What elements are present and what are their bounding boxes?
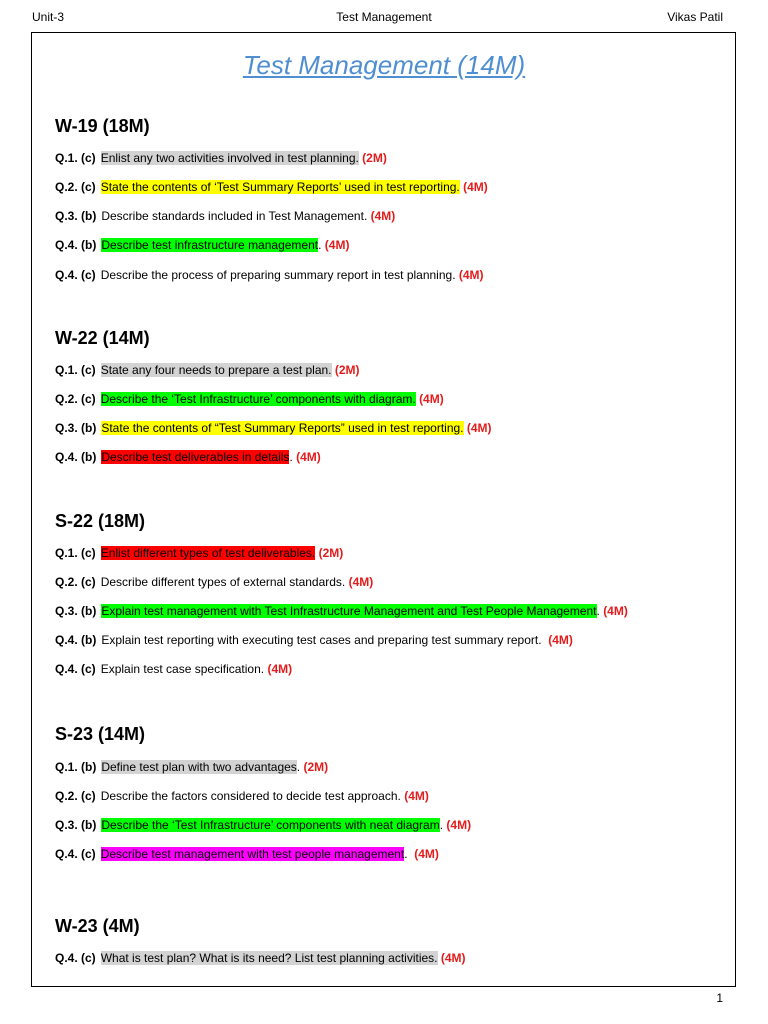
page-title: Test Management (14M) [242, 50, 526, 80]
question-number: Q.2. (c) [55, 789, 96, 803]
question-text: Describe test infrastructure management [101, 238, 319, 252]
question-marks: (2M) [362, 151, 387, 165]
question-text: Explain test case specification. [100, 662, 265, 676]
question-text: Describe the ‘Test Infrastructure’ components with neat diagram [101, 818, 440, 832]
question-row [55, 632, 573, 648]
question-row: Q.4. (c) Describe test management with test people management. (4M) [55, 847, 439, 861]
question-marks: (4M) [324, 238, 350, 252]
question-number: Q.3. (b) [55, 604, 97, 618]
question-number: Q.4. (c) [55, 268, 96, 282]
section-heading-s22: S-22 (18M) [55, 511, 146, 531]
question-marks: (4M) [267, 662, 293, 676]
question-text: State the contents of ‘Test Summary Reports’ used in test reporting. [100, 180, 460, 194]
question-row [55, 391, 444, 407]
question-text: Enlist any two activities involved in test planning. [100, 151, 359, 165]
question-marks: (2M) [303, 760, 329, 774]
question-number: Q.1. (c) [55, 151, 96, 165]
question-number: Q.4. (b) [55, 238, 97, 252]
question-text: Describe standards included in Test Management. [101, 209, 368, 223]
question-number: Q.3. (b) [55, 209, 97, 223]
question-row [55, 420, 492, 436]
question-row [55, 179, 488, 195]
question-marks: (4M) [414, 847, 439, 861]
question-number: Q.1. (b) [55, 760, 97, 774]
question-row: Q.4. (b) Describe test deliverables in details. (4M) [55, 450, 321, 464]
question-text: Explain test management with Test Infrastructure Management and Test People Management [101, 604, 597, 618]
header-unit: Unit-3 [32, 10, 65, 24]
question-number: Q.2. (c) [55, 180, 96, 194]
question-marks: (4M) [466, 421, 492, 435]
question-row: Q.1. (b) Define test plan with two advantages. (2M) [55, 760, 329, 774]
question-text: What is test plan? What is its need? List test planning activities. [100, 951, 438, 965]
header-subject: Test Management [336, 10, 432, 24]
question-number: Q.1. (c) [55, 546, 96, 560]
question-text: Describe the process of preparing summary report in test planning. [100, 268, 456, 282]
question-row [55, 661, 292, 677]
header-author: Vikas Patil [667, 10, 723, 24]
section-heading-s23: S-23 (14M) [55, 724, 146, 744]
section-heading-w23: W-23 (4M) [55, 916, 140, 936]
question-text: State any four needs to prepare a test plan. [100, 363, 332, 377]
question-row [55, 545, 343, 561]
question-row [55, 950, 466, 966]
question-row [55, 267, 484, 283]
question-text: Explain test reporting with executing test cases and preparing test summary report. [101, 633, 542, 647]
question-row [55, 574, 373, 590]
question-text: Define test plan with two advantages [101, 760, 297, 774]
question-number: Q.4. (b) [55, 450, 97, 464]
question-row [55, 788, 429, 804]
question-marks: (4M) [548, 633, 573, 647]
question-marks: (2M) [318, 546, 344, 560]
question-number: Q.3. (b) [55, 818, 97, 832]
question-marks: (4M) [296, 450, 321, 464]
question-number: Q.4. (c) [55, 662, 96, 676]
question-number: Q.2. (c) [55, 575, 96, 589]
question-marks: (4M) [458, 268, 484, 282]
question-number: Q.3. (b) [55, 421, 97, 435]
question-marks: (4M) [446, 818, 472, 832]
question-row [55, 208, 395, 224]
question-text: State the contents of “Test Summary Reports” used in test reporting. [101, 421, 464, 435]
question-row: Q.4. (b) Describe test infrastructure management. (4M) [55, 238, 350, 252]
question-text: Enlist different types of test deliverables. [100, 546, 316, 560]
question-marks: (4M) [348, 575, 374, 589]
question-row: Q.3. (b) Explain test management with Test Infrastructure Management and Test People Management. (4M) [55, 604, 628, 618]
question-marks: (4M) [440, 951, 466, 965]
question-text: Describe the ‘Test Infrastructure’ components with diagram. [100, 392, 416, 406]
question-number: Q.1. (c) [55, 363, 96, 377]
question-marks: (2M) [334, 363, 360, 377]
question-number: Q.2. (c) [55, 392, 96, 406]
question-row: Q.3. (b) Describe the ‘Test Infrastructure’ components with neat diagram. (4M) [55, 818, 472, 832]
question-text: Describe test management with test people management [100, 847, 405, 861]
question-number: Q.4. (c) [55, 951, 96, 965]
section-heading-w19: W-19 (18M) [55, 116, 150, 136]
section-heading-w22: W-22 (14M) [55, 328, 150, 348]
question-marks: (4M) [419, 392, 444, 406]
page-number: 1 [716, 991, 723, 1005]
question-marks: (4M) [603, 604, 628, 618]
question-marks: (4M) [370, 209, 396, 223]
question-number: Q.4. (b) [55, 633, 97, 647]
question-marks: (4M) [404, 789, 429, 803]
question-row [55, 150, 387, 166]
question-row [55, 362, 360, 378]
question-number: Q.4. (c) [55, 847, 96, 861]
question-text: Describe different types of external standards. [100, 575, 346, 589]
question-text: Describe test deliverables in details [101, 450, 290, 464]
question-text: Describe the factors considered to decide test approach. [100, 789, 401, 803]
question-marks: (4M) [463, 180, 488, 194]
